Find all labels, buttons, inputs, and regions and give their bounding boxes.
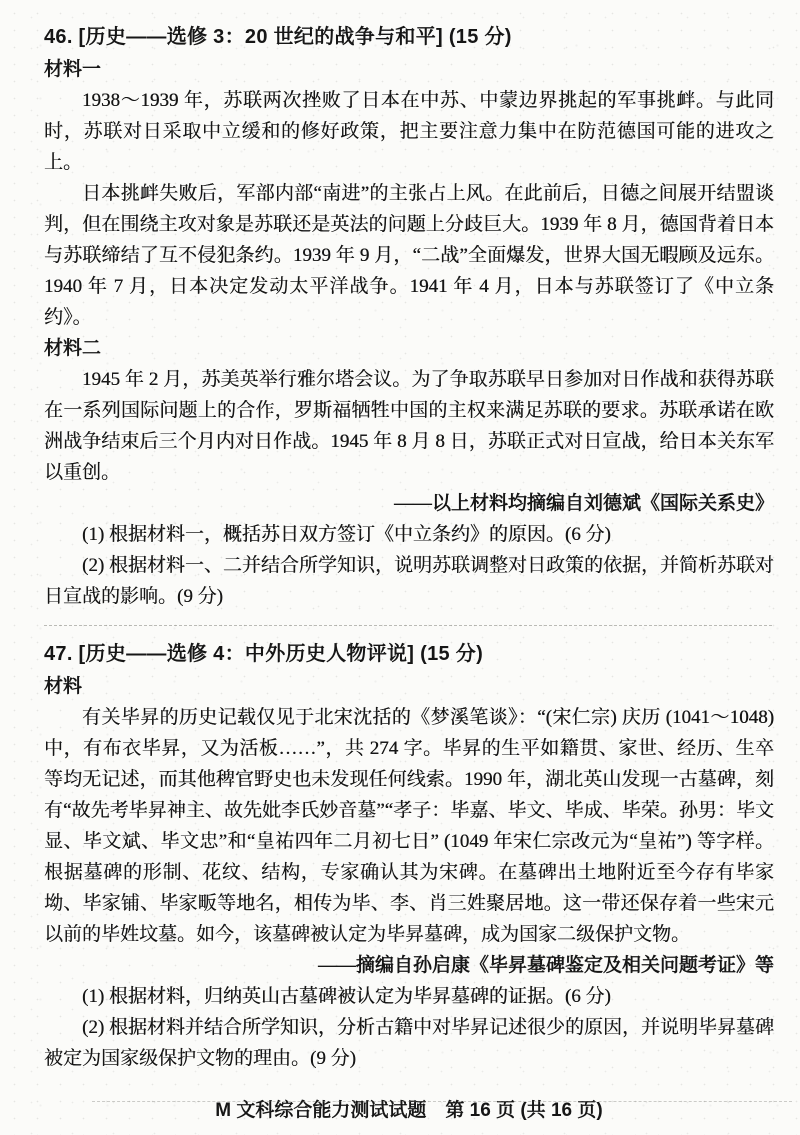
question-47-subquestion-1: (1) 根据材料，归纳英山古墓碑被认定为毕昇墓碑的证据。(6 分)	[82, 986, 611, 1007]
material-label: 材料	[44, 676, 83, 697]
question-47-source-attribution: ——摘编自孙启康《毕昇墓碑鉴定及相关问题考证》等	[317, 955, 774, 976]
question-47-subquestion-2: (2) 根据材料并结合所学知识，分析古籍中对毕昇记述很少的原因，并说明毕昇墓碑被定为国家级保护文物的理由。(9 分)	[44, 1017, 774, 1069]
material-two-label: 材料二	[44, 338, 102, 359]
question-47	[44, 637, 774, 1074]
material-one-paragraph-2: 日本挑衅失败后，军部内部“南进”的主张占上风。在此前后，日德之间展开结盟谈判，但在围绕主攻对象是苏联还是英法的问题上分歧巨大。1939 年 8 月，德国背着日本与苏联缔结了互不侵犯条约。1939 年 9 月，“二战”全面爆发，世界大国无暇顾及远东。1940 年 7 月，日本决定发动太平洋战争。1941 年 4 月，日本与苏联签订了《中立条约》。	[44, 183, 774, 328]
question-46-subquestion-1: (1) 根据材料一，概括苏日双方签订《中立条约》的原因。(6 分)	[82, 524, 611, 545]
scan-artifact-line	[92, 1101, 792, 1102]
question-46-heading: 46. [历史——选修 3：20 世纪的战争与和平] (15 分)	[44, 26, 512, 48]
question-47-heading: 47. [历史——选修 4：中外历史人物评说] (15 分)	[44, 643, 484, 665]
material-one-paragraph-1: 1938～1939 年，苏联两次挫败了日本在中苏、中蒙边界挑起的军事挑衅。与此同时，苏联对日采取中立缓和的修好政策，把主要注意力集中在防范德国可能的进攻之上。	[44, 90, 774, 173]
question-46-subquestion-2: (2) 根据材料一、二并结合所学知识，说明苏联调整对日政策的依据，并简析苏联对日宣战的影响。(9 分)	[44, 555, 774, 607]
material-paragraph: 有关毕昇的历史记载仅见于北宋沈括的《梦溪笔谈》：“(宋仁宗) 庆历 (1041～1048) 中，有布衣毕昇，又为活板……”，共 274 字。毕昇的生平如籍贯、家世、经历、生卒等均无记述，而其他稗官野史也未发现任何线索。1990 年，湖北英山发现一古墓碑，刻有“故先考毕昇神主、故先妣李氏妙音墓”“孝子：毕嘉、毕文、毕成、毕荣。孙男：毕文显、毕文斌、毕文忠”和“皇祐四年二月初七日” (1049 年宋仁宗改元为“皇祐”) 等字样。根据墓碑的形制、花纹、结构，专家确认其为宋碑。在墓碑出土地附近至今存有毕家坳、毕家铺、毕家畈等地名，相传为毕、李、肖三姓聚居地。这一带还保存着一些宋元以前的毕姓坟墓。如今，该墓碑被认定为毕昇墓碑，成为国家二级保护文物。	[44, 707, 774, 945]
material-one-label: 材料一	[44, 59, 102, 80]
page-footer: M 文科综合能力测试试题 第 16 页 (共 16 页)	[215, 1100, 603, 1121]
question-46	[44, 20, 774, 612]
question-46-source-attribution: ——以上材料均摘编自刘德斌《国际关系史》	[393, 493, 774, 514]
material-two-paragraph-1: 1945 年 2 月，苏美英举行雅尔塔会议。为了争取苏联早日参加对日作战和获得苏联在一系列国际问题上的合作，罗斯福牺牲中国的主权来满足苏联的要求。苏联承诺在欧洲战争结束后三个月内对日作战。1945 年 8 月 8 日，苏联正式对日宣战，给日本关东军以重创。	[44, 369, 774, 483]
section-divider	[44, 625, 772, 626]
